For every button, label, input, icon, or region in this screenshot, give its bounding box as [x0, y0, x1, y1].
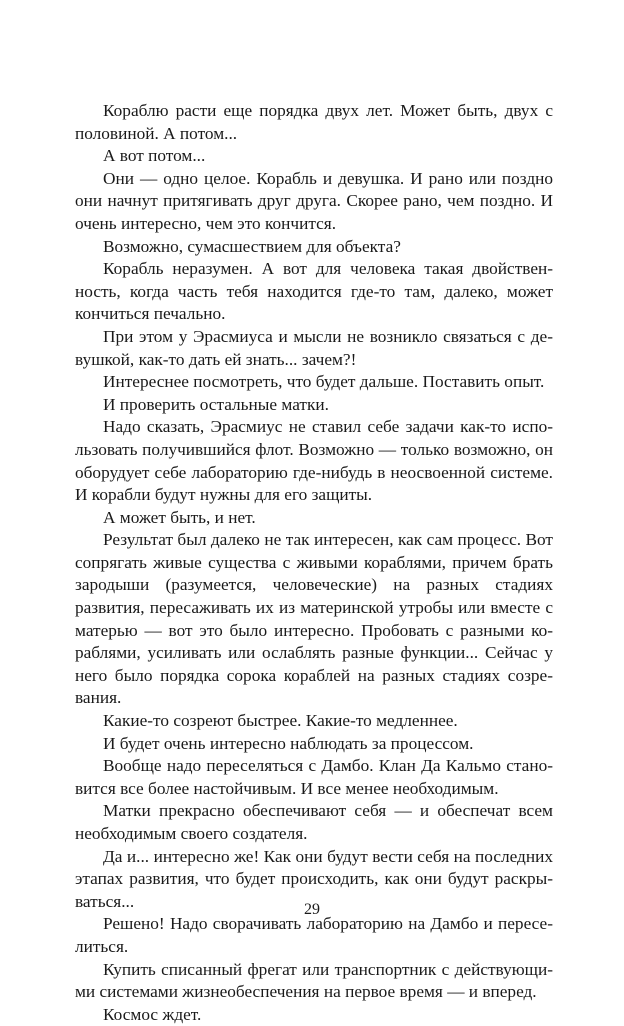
- paragraph: Космос ждет.: [103, 1004, 202, 1024]
- paragraph: Да и... интересно же! Как они будут вести себя на последних этапах развития, что будет происходить, как они будут раскрываться...: [75, 846, 553, 911]
- paragraph: А вот потом...: [103, 146, 206, 166]
- page-body: [75, 100, 553, 1026]
- paragraph: Кораблю расти еще порядка двух лет. Может быть, двух с половиной. А потом...: [75, 101, 553, 143]
- paragraph: А может быть, и нет.: [103, 507, 256, 527]
- paragraph: Какие-то созреют быстрее. Какие-то медленнее.: [103, 711, 458, 731]
- paragraph: Результат был далеко не так интересен, как сам процесс. Вот сопрягать живые существа с живыми кораблями, причем брать зародыши (разумеется, человеческие) на разных стадиях развития, пересаживать их из материнской утробы или вместе с матерью — вот это было интересно. Пробовать с разными кораблями, усиливать или ослаблять разные функции... Сейчас у него было порядка сорока кораблей на разных стадиях созревания.: [75, 530, 553, 708]
- paragraph: Матки прекрасно обеспечивают себя — и обеспечат всем необходимым своего создателя.: [75, 801, 553, 843]
- paragraph: Купить списанный фрегат или транспортник с действующими системами жизнеобеспечения на первое время — и вперед.: [75, 959, 553, 1002]
- paragraph: Возможно, сумасшествием для объекта?: [103, 236, 401, 256]
- body-text: [75, 100, 553, 1026]
- paragraph: Вообще надо переселяться с Дамбо. Клан Да Кальмо становится все более настойчивым. И все менее необходимым.: [75, 756, 553, 798]
- paragraph: И проверить остальные матки.: [103, 394, 329, 414]
- paragraph: И будет очень интересно наблюдать за процессом.: [103, 733, 474, 753]
- paragraph: Надо сказать, Эрасмиус не ставил себе задачи как-то использовать получившийся флот. Возможно — только возможно, он оборудует себе лабораторию где-нибудь в неосвоенной системе. И корабли будут нужны для его защиты.: [75, 417, 553, 505]
- paragraph: Решено! Надо сворачивать лабораторию на Дамбо и переселиться.: [75, 914, 553, 956]
- page-number: 29: [304, 901, 320, 918]
- paragraph: При этом у Эрасмиуса и мысли не возникло связаться с девушкой, как-то дать ей знать... зачем?!: [75, 326, 553, 369]
- paragraph: Они — одно целое. Корабль и девушка. И рано или поздно они начнут притягивать друг друга. Скорее рано, чем поздно. И очень интересно, чем это кончится.: [75, 168, 553, 233]
- paragraph: Интереснее посмотреть, что будет дальше. Поставить опыт.: [103, 372, 545, 392]
- paragraph: Корабль неразумен. А вот для человека такая двойственность, когда часть тебя находится где-то там, далеко, может кончиться печально.: [75, 259, 553, 324]
